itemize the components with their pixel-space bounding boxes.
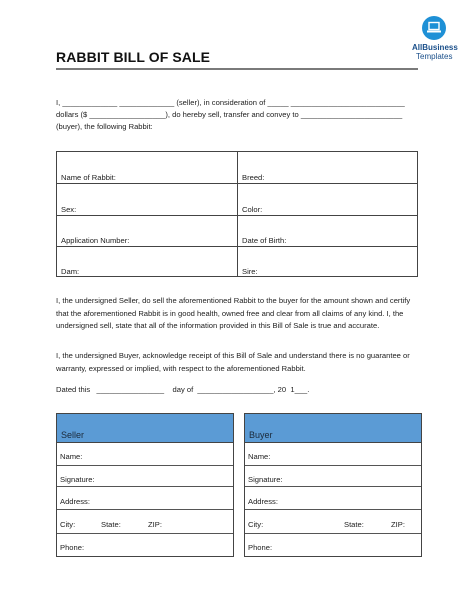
buyer-name-label: Name: — [248, 452, 271, 461]
logo-laptop-icon — [422, 16, 446, 40]
sex-label: Sex: — [61, 205, 77, 214]
buyer-acknowledgement-paragraph: I, the undersigned Buyer, acknowledge receipt of this Bill of Sale and understand there is no guarantee or warranty, expressed or implied, with respect to the aforementioned Rabbit. — [56, 351, 410, 373]
buyer-row-divider — [245, 486, 421, 487]
title-divider — [56, 68, 418, 70]
breed-label: Breed: — [242, 173, 265, 182]
buyer-zip-label: ZIP: — [391, 520, 405, 529]
dam-label: Dam: — [61, 267, 80, 276]
buyer-phone-label: Phone: — [248, 543, 273, 552]
buyer-state-label: State: — [344, 520, 364, 529]
dated-line: Dated this ________________ day of __________________, 20 1___. — [56, 385, 310, 394]
seller-row-divider — [57, 486, 233, 487]
buyer-box — [244, 413, 422, 557]
seller-phone-label: Phone: — [60, 543, 85, 552]
buyer-row-divider — [245, 465, 421, 466]
seller-heading: Seller — [61, 430, 85, 440]
seller-name-label: Name: — [60, 452, 83, 461]
intro-line-2: dollars ($ __________________), do hereby sell, transfer and convey to ________________________ — [56, 110, 403, 119]
table-row-divider — [57, 215, 417, 216]
table-row-divider — [57, 246, 417, 247]
buyer-heading: Buyer — [249, 430, 273, 440]
seller-row-divider — [57, 533, 233, 534]
table-column-divider — [237, 152, 238, 276]
buyer-row-divider — [245, 509, 421, 510]
seller-zip-label: ZIP: — [148, 520, 162, 529]
table-row-divider — [57, 183, 417, 184]
sire-label: Sire: — [242, 267, 258, 276]
seller-address-label: Address: — [60, 497, 90, 506]
intro-line-1: I, _____________ _____________ (seller), in consideration of _____ ___________________________ — [56, 98, 405, 107]
buyer-header — [245, 414, 421, 443]
seller-signature-label: Signature: — [60, 475, 95, 484]
intro-line-3: (buyer), the following Rabbit: — [56, 122, 153, 131]
application-number-label: Application Number: — [61, 236, 130, 245]
rabbit-name-label: Name of Rabbit: — [61, 173, 116, 182]
rabbit-info-table — [56, 151, 418, 277]
seller-city-label: City: — [60, 520, 76, 529]
seller-box — [56, 413, 234, 557]
seller-header — [57, 414, 233, 443]
date-of-birth-label: Date of Birth: — [242, 236, 287, 245]
color-label: Color: — [242, 205, 263, 214]
buyer-row-divider — [245, 533, 421, 534]
document-title: RABBIT BILL OF SALE — [56, 49, 211, 65]
buyer-city-label: City: — [248, 520, 264, 529]
seller-state-label: State: — [101, 520, 121, 529]
buyer-address-label: Address: — [248, 497, 278, 506]
seller-certification-paragraph: I, the undersigned Seller, do sell the aforementioned Rabbit to the buyer for the amount shown and certify that the aforementioned Rabbit is in good health, owned free and clear from all claims of any kind. I, the undersigned sell, state that all of the information provided in this Bill of Sale is true and accurate. — [56, 296, 411, 331]
logo-brand: AllBusiness — [412, 43, 458, 52]
buyer-signature-label: Signature: — [248, 475, 283, 484]
seller-row-divider — [57, 509, 233, 510]
seller-row-divider — [57, 465, 233, 466]
logo-subtitle: Templates — [416, 52, 453, 61]
